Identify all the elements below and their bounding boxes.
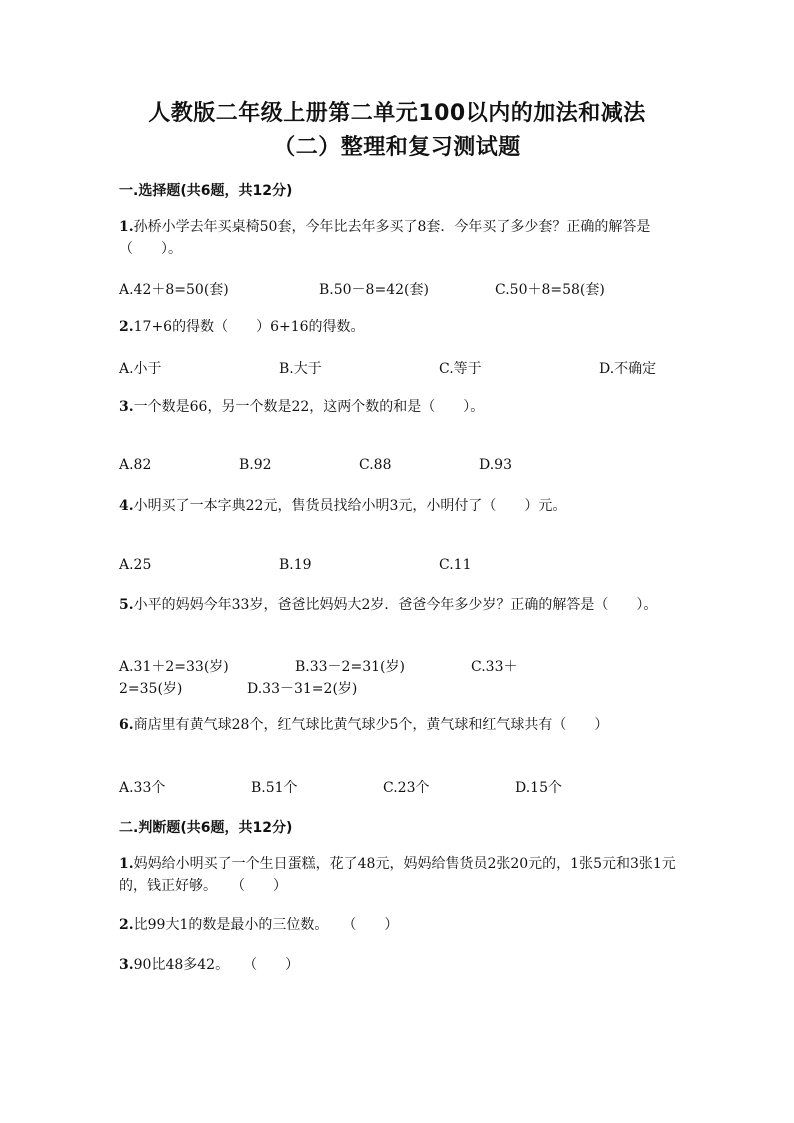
question-text: 90比48多42。 （ ） — [133, 957, 300, 973]
question-1 — [119, 216, 679, 260]
question-4 — [119, 495, 679, 517]
question-text: 妈妈给小明买了一个生日蛋糕，花了48元，妈妈给售货员2张20元的，1张5元和3张1元的，钱正好够。 （ ） — [119, 856, 676, 894]
option-b: B.50－8=42(套) — [319, 282, 429, 298]
question-6 — [119, 714, 679, 736]
option-c: C.33＋ — [471, 659, 518, 675]
option-d: D.不确定 — [599, 361, 657, 377]
option-d: D.15个 — [515, 780, 562, 796]
judgment-question-3 — [119, 954, 679, 976]
option-b: B.大于 — [279, 361, 322, 377]
question-text: 17+6的得数（ ）6+16的得数。 — [133, 319, 365, 335]
option-a: A.小于 — [119, 361, 162, 377]
option-c: C.50＋8=58(套) — [495, 282, 605, 298]
section-heading-choice: 一.选择题(共6题，共12分) — [119, 183, 293, 199]
question-number: 3. — [119, 957, 134, 973]
question-text: 小平的妈妈今年33岁，爸爸比妈妈大2岁．爸爸今年多少岁？正确的解答是（ ）。 — [133, 597, 658, 613]
option-a: A.31＋2=33(岁) — [119, 659, 229, 675]
option-c: C.等于 — [439, 361, 482, 377]
question-5 — [119, 594, 679, 616]
option-b: B.33－2=31(岁) — [295, 659, 405, 675]
question-number: 1. — [119, 219, 134, 235]
question-number: 2. — [119, 917, 134, 933]
option-b: B.92 — [239, 457, 272, 473]
option-c-continued: 2=35(岁) — [119, 681, 183, 697]
question-number: 6. — [119, 717, 134, 733]
option-b: B.19 — [279, 557, 312, 573]
option-a: A.25 — [119, 557, 152, 573]
question-text: 小明买了一本字典22元，售货员找给小明3元，小明付了（ ）元。 — [133, 498, 567, 514]
option-c: C.88 — [359, 457, 392, 473]
title-line-1: 人教版二年级上册第二单元100以内的加法和减法 — [148, 101, 646, 126]
judgment-question-1 — [119, 853, 679, 897]
option-d: D.93 — [479, 457, 512, 473]
option-a: A.33个 — [119, 780, 166, 796]
question-3 — [119, 396, 679, 418]
option-c: C.23个 — [383, 780, 430, 796]
option-a: A.82 — [119, 457, 152, 473]
question-2 — [119, 316, 679, 338]
question-text: 一个数是66，另一个数是22，这两个数的和是（ ）。 — [133, 399, 485, 415]
question-number: 2. — [119, 319, 134, 335]
question-text: 商店里有黄气球28个，红气球比黄气球少5个，黄气球和红气球共有（ ） — [133, 717, 609, 733]
question-number: 1. — [119, 856, 134, 872]
title-line-2: （二）整理和复习测试题 — [273, 135, 521, 160]
option-b: B.51个 — [251, 780, 298, 796]
judgment-question-2 — [119, 914, 679, 936]
option-c: C.11 — [439, 557, 472, 573]
question-number: 4. — [119, 498, 134, 514]
question-text: 比99大1的数是最小的三位数。 （ ） — [133, 917, 399, 933]
question-number: 3. — [119, 399, 134, 415]
section-heading-judgment: 二.判断题(共6题，共12分) — [119, 820, 293, 836]
option-d: D.33－31=2(岁) — [247, 681, 358, 697]
question-text: 孙桥小学去年买桌椅50套，今年比去年多买了8套．今年买了多少套？正确的解答是（ ）。 — [119, 219, 651, 257]
question-number: 5. — [119, 597, 134, 613]
option-a: A.42＋8=50(套) — [119, 282, 229, 298]
